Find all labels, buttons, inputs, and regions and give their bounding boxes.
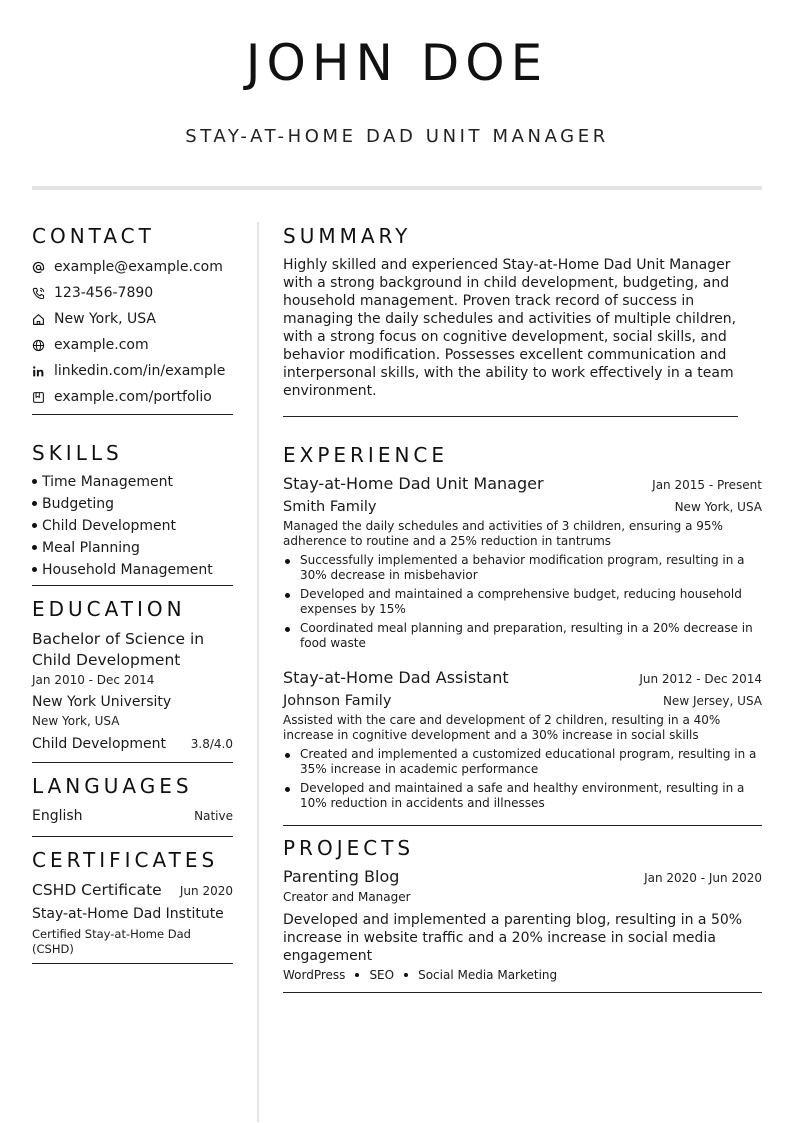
languages-section — [32, 772, 233, 837]
right-column — [283, 222, 762, 993]
certificate-description: Certified Stay-at-Home Dad (CSHD) — [32, 927, 191, 956]
contact-heading: CONTACT — [32, 224, 155, 248]
job-bullet: Developed and maintained a comprehensive budget, reducing household expenses by 15% — [283, 587, 762, 617]
education-heading: EDUCATION — [32, 597, 186, 621]
job-location: New York, USA — [674, 500, 762, 514]
language-level: Native — [194, 809, 233, 823]
contact-section — [32, 222, 233, 415]
skills-section — [32, 439, 233, 586]
experience-heading: EXPERIENCE — [283, 443, 449, 467]
skill-item: Child Development — [32, 515, 233, 537]
projects-heading: PROJECTS — [283, 836, 415, 860]
left-column — [32, 222, 233, 964]
certificate-issuer: Stay-at-Home Dad Institute — [32, 906, 224, 922]
job-title: Stay-at-Home Dad Assistant — [283, 668, 509, 687]
education-dates: Jan 2010 - Dec 2014 — [32, 673, 155, 687]
job-location: New Jersey, USA — [662, 694, 762, 708]
phone-icon — [32, 287, 54, 300]
skills-heading: SKILLS — [32, 441, 123, 465]
certificates-heading: CERTIFICATES — [32, 848, 219, 872]
summary-text: Highly skilled and experienced Stay-at-Home Dad Unit Manager with a strong background in child development, budgeting, and household management. Proven track record of success in managing the daily schedules and activities of multiple children, with a strong focus on cognitive development, social skills, and behavior modification. Possesses excellent communication and interpersonal skills, with the ability to work effectively in a team environment. — [283, 257, 737, 399]
certificate-row — [32, 880, 233, 900]
job-company: Smith Family — [283, 499, 377, 515]
contact-phone[interactable] — [32, 280, 233, 306]
project-tag: Social Media Marketing — [418, 968, 558, 982]
project-tags — [283, 968, 762, 982]
project-dates: Jan 2020 - Jun 2020 — [644, 871, 762, 885]
project-tag: SEO — [369, 968, 395, 982]
job-dates: Jan 2015 - Present — [652, 478, 762, 492]
contact-linkedin[interactable] — [32, 358, 233, 384]
linkedin-icon — [32, 365, 54, 378]
job-company: Johnson Family — [283, 693, 392, 709]
job-description: Assisted with the care and development of 2 children, resulting in a 40% increase in cognitive development and a 30% increase in social skills — [283, 713, 721, 742]
education-location: New York, USA — [32, 714, 120, 728]
experience-section — [283, 441, 762, 826]
job-bullet: Successfully implemented a behavior modification program, resulting in a 30% decrease in misbehavior — [283, 553, 762, 583]
job-bullet: Created and implemented a customized educational program, resulting in a 35% increase in academic performance — [283, 747, 762, 777]
education-field-row — [32, 734, 233, 754]
certificate-name: CSHD Certificate — [32, 881, 162, 899]
contact-linkedin-text: linkedin.com/in/example — [54, 363, 226, 379]
project-entry — [283, 866, 762, 982]
job-title: Stay-at-Home Dad Unit Manager — [283, 474, 544, 493]
at-icon — [32, 261, 54, 274]
job-title: STAY-AT-HOME DAD UNIT MANAGER — [185, 126, 609, 147]
contact-website-text: example.com — [54, 337, 149, 353]
language-name: English — [32, 808, 83, 824]
job-dates: Jun 2012 - Dec 2014 — [639, 672, 762, 686]
contact-portfolio-text: example.com/portfolio — [54, 389, 212, 405]
languages-heading: LANGUAGES — [32, 774, 193, 798]
contact-website[interactable] — [32, 332, 233, 358]
contact-email[interactable] — [32, 254, 233, 280]
column-divider — [257, 222, 259, 1122]
education-gpa: 3.8/4.0 — [190, 737, 233, 751]
contact-email-text: example@example.com — [54, 259, 223, 275]
project-description: Developed and implemented a parenting blog, resulting in a 50% increase in website traffic and a 20% increase in social media engagement — [283, 912, 743, 964]
job-bullet: Coordinated meal planning and preparation, resulting in a 20% decrease in food waste — [283, 621, 762, 651]
skill-item: Budgeting — [32, 493, 233, 515]
education-section — [32, 595, 233, 763]
project-role: Creator and Manager — [283, 890, 411, 904]
experience-entry — [283, 473, 762, 651]
education-degree: Bachelor of Science in Child Development — [32, 630, 205, 669]
certificates-section — [32, 846, 233, 964]
certificate-date: Jun 2020 — [179, 884, 233, 898]
portfolio-icon — [32, 391, 54, 404]
home-icon — [32, 313, 54, 326]
skill-item: Household Management — [32, 559, 233, 581]
projects-section — [283, 834, 762, 993]
project-tag: WordPress — [283, 968, 346, 982]
education-field: Child Development — [32, 736, 167, 752]
experience-entry — [283, 667, 762, 811]
contact-location-text: New York, USA — [54, 311, 156, 327]
summary-section — [283, 222, 738, 417]
header-divider — [32, 186, 762, 190]
globe-icon — [32, 339, 54, 352]
project-name: Parenting Blog — [283, 867, 400, 886]
skill-item: Time Management — [32, 471, 233, 493]
contact-portfolio[interactable] — [32, 384, 233, 410]
education-school: New York University — [32, 694, 172, 710]
contact-location — [32, 306, 233, 332]
job-bullet: Developed and maintained a safe and healthy environment, resulting in a 10% reduction in accidents and illnesses — [283, 781, 762, 811]
skill-item: Meal Planning — [32, 537, 233, 559]
language-row — [32, 806, 233, 826]
candidate-name: JOHN DOE — [245, 34, 549, 92]
job-description: Managed the daily schedules and activities of 3 children, ensuring a 95% adherence to routine and a 25% reduction in tantrums — [283, 519, 723, 548]
contact-phone-text: 123-456-7890 — [54, 285, 154, 301]
summary-heading: SUMMARY — [283, 224, 412, 248]
